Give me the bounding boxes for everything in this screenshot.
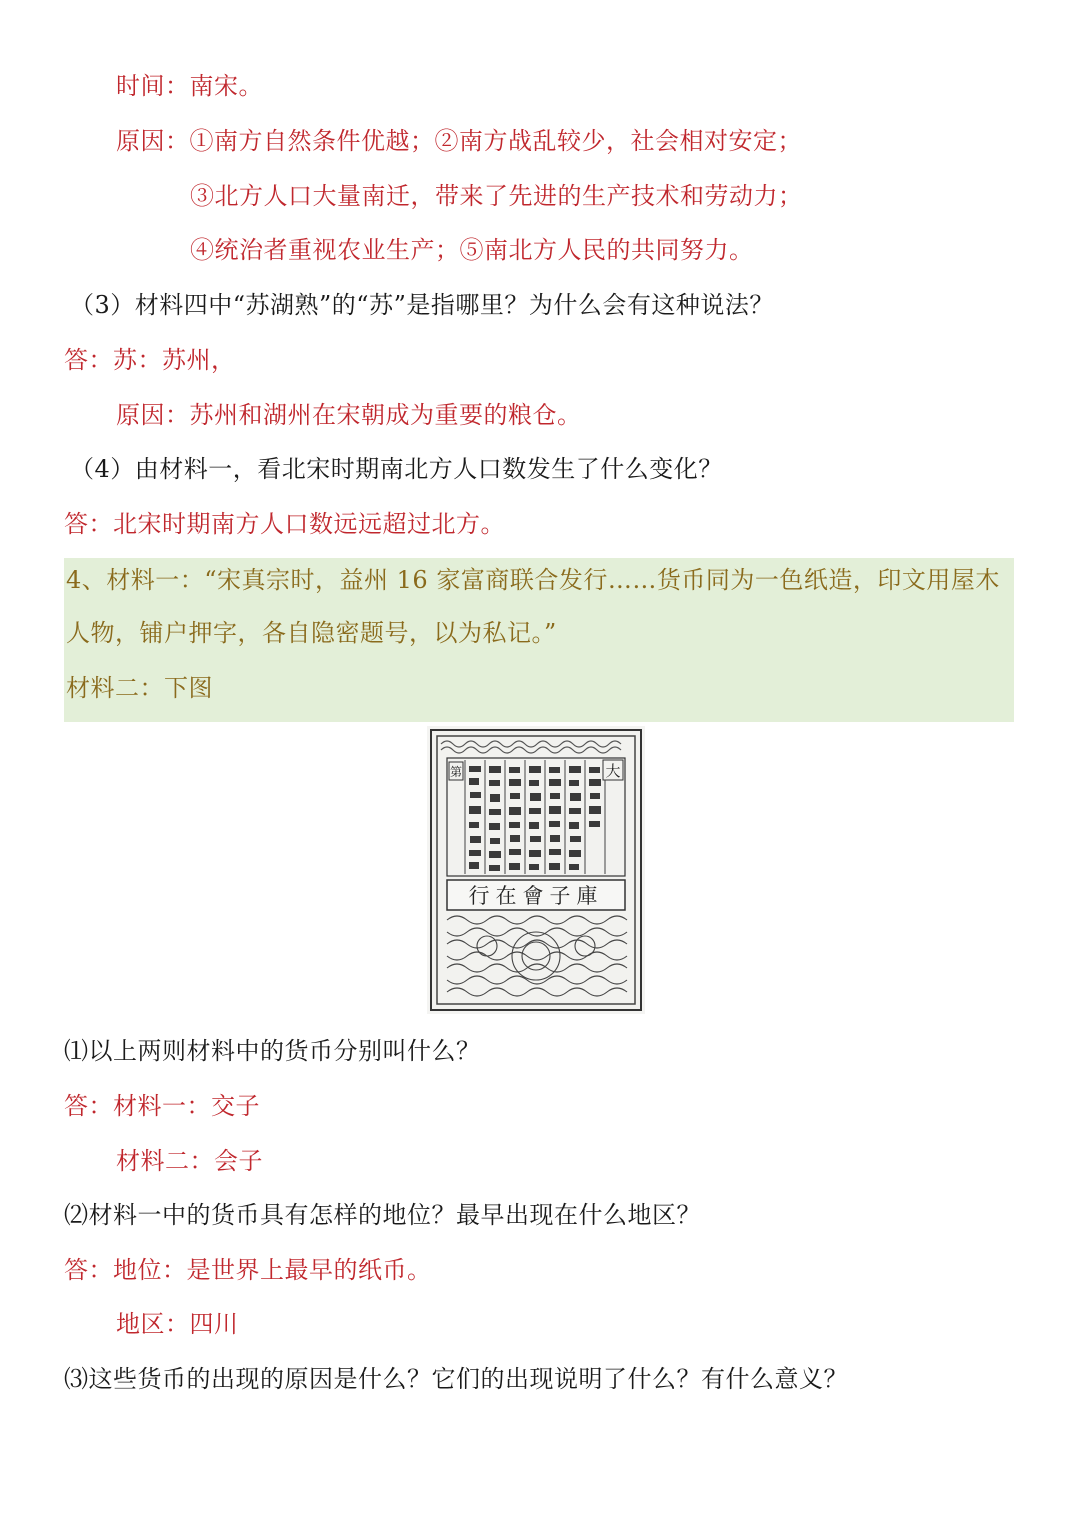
- material-2-line: 材料二：下图: [66, 674, 213, 702]
- answer-1-line-1: 答：材料一：交子: [64, 1092, 260, 1120]
- banknote-left-char: 第: [449, 765, 463, 779]
- answer-2-line-2: 地区：四川: [116, 1310, 239, 1338]
- question-4: （4）由材料一，看北宋时期南北方人口数发生了什么变化？: [70, 455, 723, 483]
- answer-reason-line-3: ④统治者重视农业生产；⑤南北方人民的共同努力。: [190, 236, 754, 264]
- answer-4: 答：北宋时期南方人口数远远超过北方。: [64, 510, 505, 538]
- question-3: （3）材料四中“苏湖熟”的“苏”是指哪里？为什么会有这种说法？: [70, 291, 774, 319]
- question-3b: ⑶这些货币的出现的原因是什么？它们的出现说明了什么？有什么意义？: [64, 1365, 848, 1393]
- answer-time-line: 时间：南宋。: [116, 72, 263, 100]
- answer-1-line-2: 材料二：会子: [116, 1147, 263, 1175]
- material-1-line-1: 4、材料一：“宋真宗时，益州 16 家富商联合发行……货币同为一色纸造，印文用屋木: [66, 566, 1000, 594]
- banknote-corner-char: 大: [605, 762, 621, 780]
- answer-3-line-2: 原因：苏州和湖州在宋朝成为重要的粮仓。: [116, 401, 582, 429]
- answer-2-line-1: 答：地位：是世界上最早的纸币。: [64, 1256, 432, 1284]
- huizi-banknote-image: [427, 726, 645, 1014]
- answer-3-line-1: 答：苏：苏州，: [64, 346, 236, 374]
- banknote-banner-text: 行在會子庫: [468, 884, 604, 908]
- answer-reason-line-1: 原因：①南方自然条件优越；②南方战乱较少，社会相对安定；: [116, 127, 802, 155]
- material-1-line-2: 人物，铺户押字，各自隐密题号，以为私记。”: [66, 619, 557, 647]
- question-1: ⑴以上两则材料中的货币分别叫什么？: [64, 1037, 481, 1065]
- question-2: ⑵材料一中的货币具有怎样的地位？最早出现在什么地区？: [64, 1201, 701, 1229]
- answer-reason-line-2: ③北方人口大量南迁，带来了先进的生产技术和劳动力；: [190, 182, 803, 210]
